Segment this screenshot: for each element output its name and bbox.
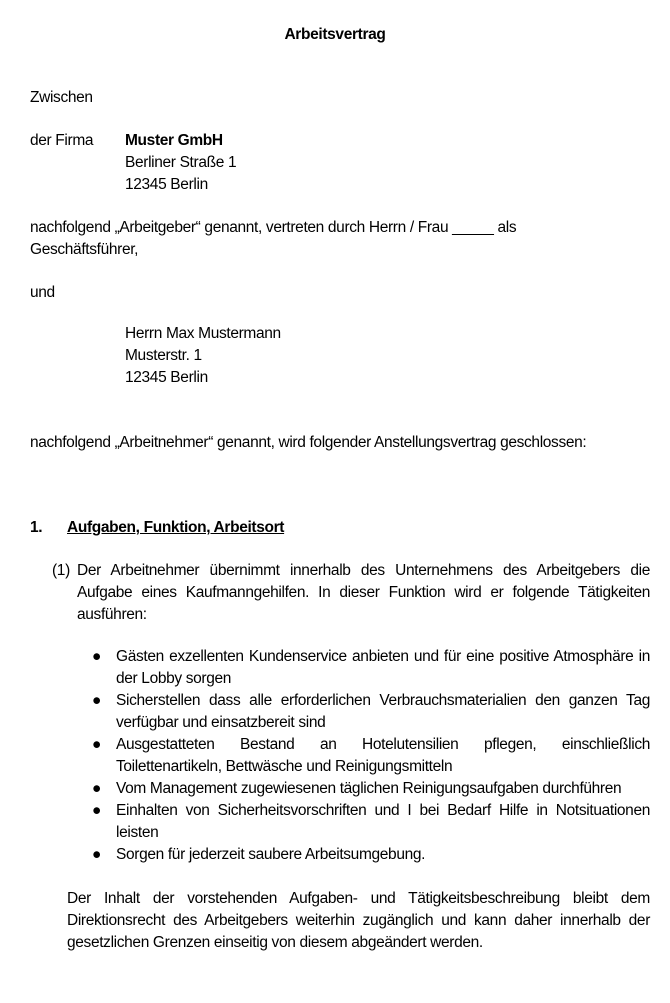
bullet-icon: ● — [92, 648, 102, 665]
document-title: Arbeitsvertrag — [284, 26, 386, 43]
bullet-icon: ● — [92, 692, 102, 709]
employee-note: nachfolgend „Arbeitnehmer“ genannt, wird folgender Anstellungsvertrag geschlossen: — [30, 434, 587, 451]
bullet-icon: ● — [92, 736, 102, 753]
employee-city: 12345 Berlin — [125, 369, 208, 386]
employer-note: nachfolgend „Arbeitgeber“ genannt, vertreten durch Herrn / Frau _____ als Geschäftsführer, — [30, 219, 517, 258]
section-title: Aufgaben, Funktion, Arbeitsort — [67, 519, 285, 536]
closing-paragraph: Der Inhalt der vorstehenden Aufgaben- und Tätigkeitsbeschreibung bleibt dem Direktionsrecht des Arbeitgebers weiterhin zugänglich und kann daher innerhalb der gesetzlichen Grenzen einseitig von diesem abgeändert werden. — [67, 890, 650, 951]
bullet-icon: ● — [92, 802, 102, 819]
task-list — [92, 646, 650, 866]
bullet-icon: ● — [92, 780, 102, 797]
list-item: ● Gästen exzellenten Kundenservice anbieten und für eine positive Atmosphäre in der Lobby sorgen — [92, 648, 650, 687]
paragraph-text: Der Arbeitnehmer übernimmt innerhalb des Unternehmens des Arbeitgebers die Aufgabe eines Kaufmanngehilfen. In dieser Funktion wird er folgende Tätigkeiten ausführen: — [77, 562, 650, 623]
paragraph-number: (1) — [52, 562, 70, 579]
list-item: ● Sicherstellen dass alle erforderlichen Verbrauchsmaterialien den ganzen Tag verfügbar und einsatzbereit sind — [92, 692, 650, 731]
employer-name: Muster GmbH — [125, 132, 223, 149]
section-number: 1. — [30, 519, 43, 536]
and-text: und — [30, 284, 55, 301]
employer-city: 12345 Berlin — [125, 176, 208, 193]
employer-street: Berliner Straße 1 — [125, 154, 237, 171]
bullet-icon: ● — [92, 846, 102, 863]
list-item: ● Einhalten von Sicherheitsvorschriften und I bei Bedarf Hilfe in Notsituationen leisten — [92, 802, 650, 841]
list-item: ● Vom Management zugewiesenen täglichen Reinigungsaufgaben durchführen — [92, 778, 650, 800]
employee-street: Musterstr. 1 — [125, 347, 202, 364]
intro-text: Zwischen — [30, 89, 93, 106]
list-item: ● Sorgen für jederzeit saubere Arbeitsumgebung. — [92, 844, 650, 866]
employee-name: Herrn Max Mustermann — [125, 325, 281, 342]
employer-label: der Firma — [30, 132, 94, 149]
list-item: ● Ausgestatteten Bestand an Hotelutensilien pflegen, einschließlich Toilettenartikeln, Bettwäsche und Reinigungsmitteln — [92, 736, 650, 775]
